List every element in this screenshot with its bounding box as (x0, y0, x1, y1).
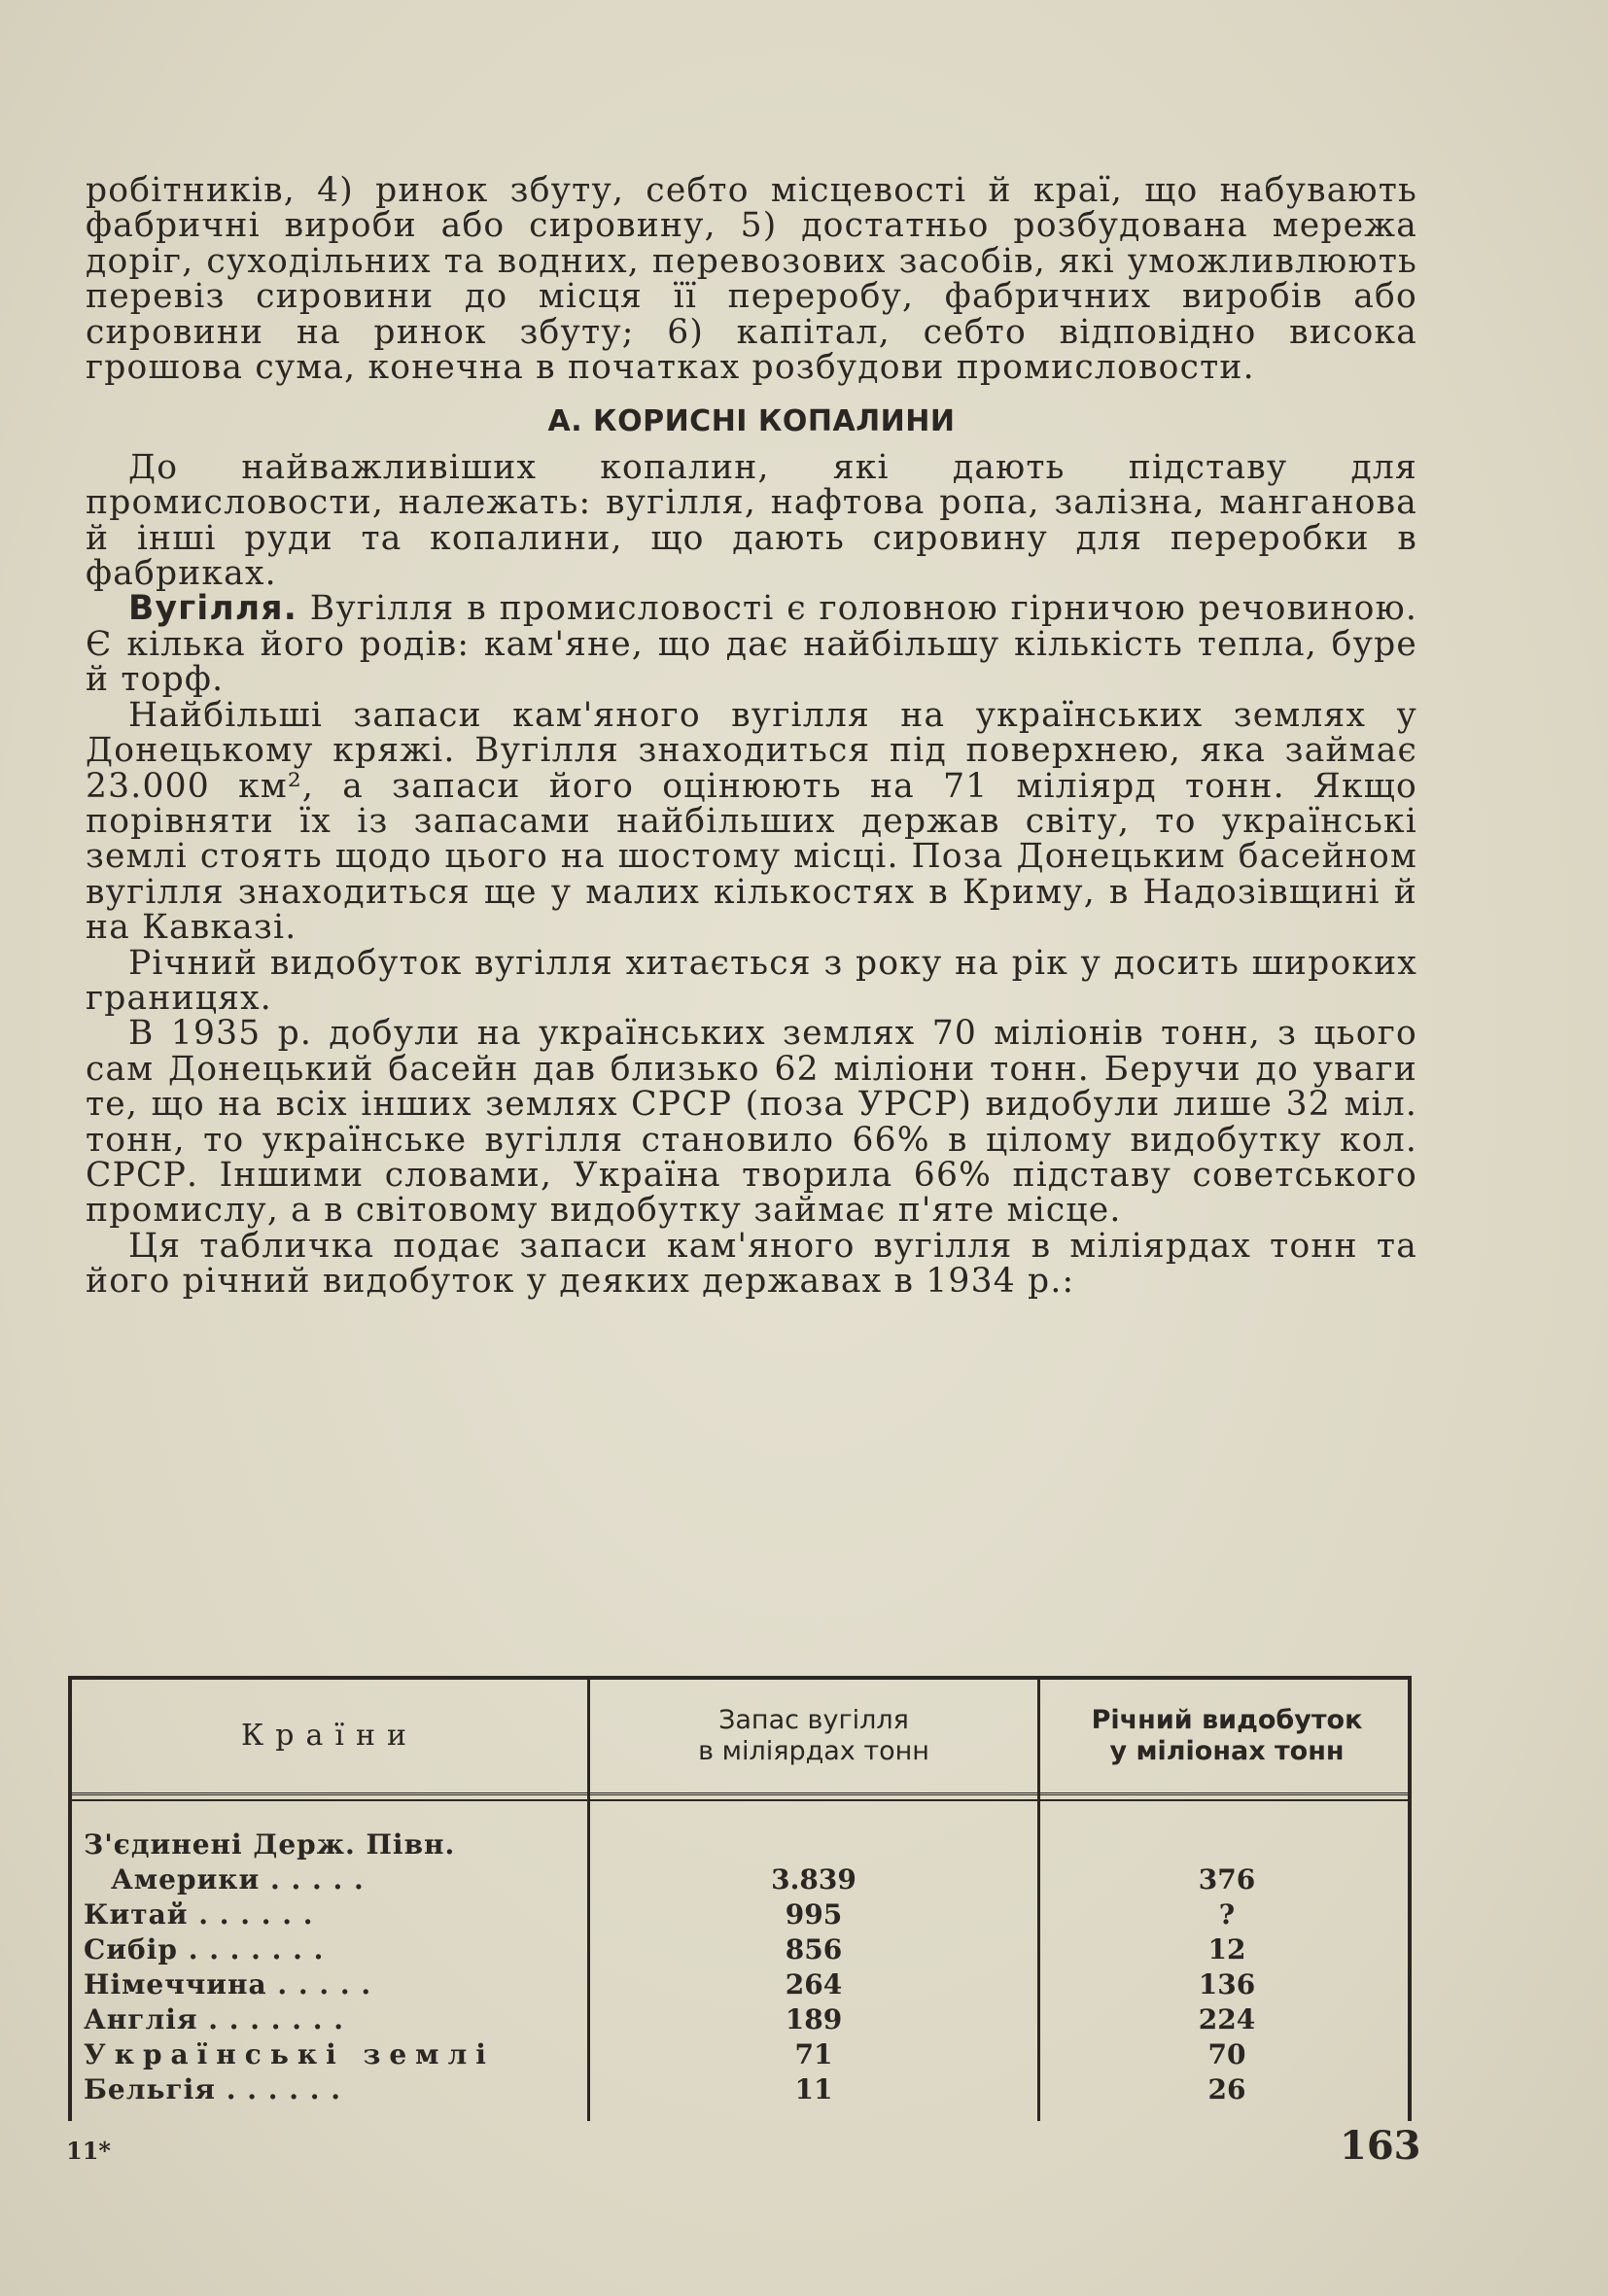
table-row (72, 1967, 1408, 2002)
paragraph-2: До найважливіших копалин, які дають підставу для промисловости, належать: вугілля, нафтова ропа, залізна, манганова й інші руди та копалини, що дають сировину для переробки в фабриках. (86, 447, 1417, 594)
paragraph-3 (86, 589, 1417, 700)
table-row (72, 1932, 1408, 1967)
country-name: Бельгія . . . . . . (84, 2073, 341, 2105)
table-row (72, 2037, 1408, 2072)
body-text (86, 173, 1417, 1300)
table-row (72, 1897, 1408, 1932)
header-output: Річний видобуток у міліонах тонн (1091, 1705, 1363, 1766)
reserve-value: 3.839 (771, 1863, 856, 1896)
header-reserve: Запас вугілля в міліярдах тонн (698, 1705, 929, 1766)
table-body (72, 1827, 1408, 2121)
country-name: Китай . . . . . . (84, 1898, 314, 1931)
reserve-value: 264 (785, 1968, 843, 2000)
paragraph-6: В 1935 р. добули на українських землях 70 міліонів тонн, з цього сам Донецький басейн дав близько 62 міліони тонн. Беручи до уваги те, що на всіх інших землях СРСР (поза УРСР) видобули лише 32 міл. тонн, то українське вугілля становило 66% в цілому видобутку кол. СРСР. Іншими словами, Україна творила 66% підставу советського промислу, а в світовому видобутку займає п'яте місце. (86, 1014, 1417, 1231)
output-value: 70 (1207, 2038, 1246, 2070)
paragraph-3-text: Вугілля в промисловості є головною гірничою речовиною. Є кілька його родів: кам'яне, що дає найбільшу кількість тепла, буре й торф. (86, 589, 1417, 700)
reserve-value: 189 (785, 2003, 843, 2035)
page-number: 163 (1340, 2123, 1421, 2169)
country-name: Америки . . . . . (111, 1863, 365, 1896)
country-name: З'єдинені Держ. Півн. (84, 1828, 456, 1861)
table-row (72, 2072, 1408, 2107)
table-row (72, 2002, 1408, 2037)
output-value: 26 (1207, 2073, 1246, 2105)
output-value: 12 (1207, 1933, 1246, 1966)
paragraph-5: Річний видобуток вугілля хитається з року на рік у досить широких границях. (86, 943, 1417, 1018)
country-name: Англія . . . . . . . (84, 2003, 344, 2035)
reserve-value: 11 (794, 2073, 833, 2105)
signature-mark: 11* (66, 2137, 111, 2165)
country-name: Українські землі (84, 2038, 495, 2070)
coal-table (68, 1676, 1412, 2121)
paragraph-lead: Вугілля. (128, 589, 298, 629)
country-name: Сибір . . . . . . . (84, 1933, 325, 1966)
output-value: 136 (1198, 1968, 1256, 2000)
country-name: Німеччина . . . . . (84, 1968, 372, 2000)
header-country: Країни (241, 1719, 418, 1753)
section-heading: А. КОРИСНІ КОПАЛИНИ (547, 404, 956, 439)
paragraph-4: Найбільші запаси кам'яного вугілля на українських землях у Донецькому кряжі. Вугілля знаходиться під поверхнею, яка займає 23.000 км², а запаси його оцінюють на 71 міліярд тонн. Якщо порівняти їх із запасами найбільших держав світу, то українські землі стоять щодо цього на шостому місці. Поза Донецьким басейном вугілля знаходиться ще у малих кількостях в Криму, в Надозівщині й на Кавказі. (86, 695, 1417, 948)
paragraph-1: робітників, 4) ринок збуту, себто місцевості й краї, що набувають фабричні вироби або сировину, 5) достатньо розбудована мережа доріг, суходільних та водних, перевозових засобів, які уможливлюють перевіз сировини до місця її переробу, фабричних виробів або сировини на ринок збуту; 6) капітал, себто відповідно висока грошова сума, конечна в початках розбудови промисловости. (86, 171, 1417, 388)
table-row (72, 1862, 1408, 1897)
output-value: 224 (1198, 2003, 1256, 2035)
output-value: 376 (1198, 1863, 1256, 1896)
paragraph-7: Ця табличка подає запаси кам'яного вугілля в міліярдах тонн та його річний видобуток у деяких державах в 1934 р.: (86, 1226, 1417, 1302)
reserve-value: 856 (785, 1933, 843, 1966)
reserve-value: 71 (794, 2038, 833, 2070)
table-header (72, 1680, 1408, 1795)
reserve-value: 995 (785, 1898, 843, 1931)
table-row (72, 1827, 1408, 1862)
output-value: ? (1218, 1898, 1236, 1931)
